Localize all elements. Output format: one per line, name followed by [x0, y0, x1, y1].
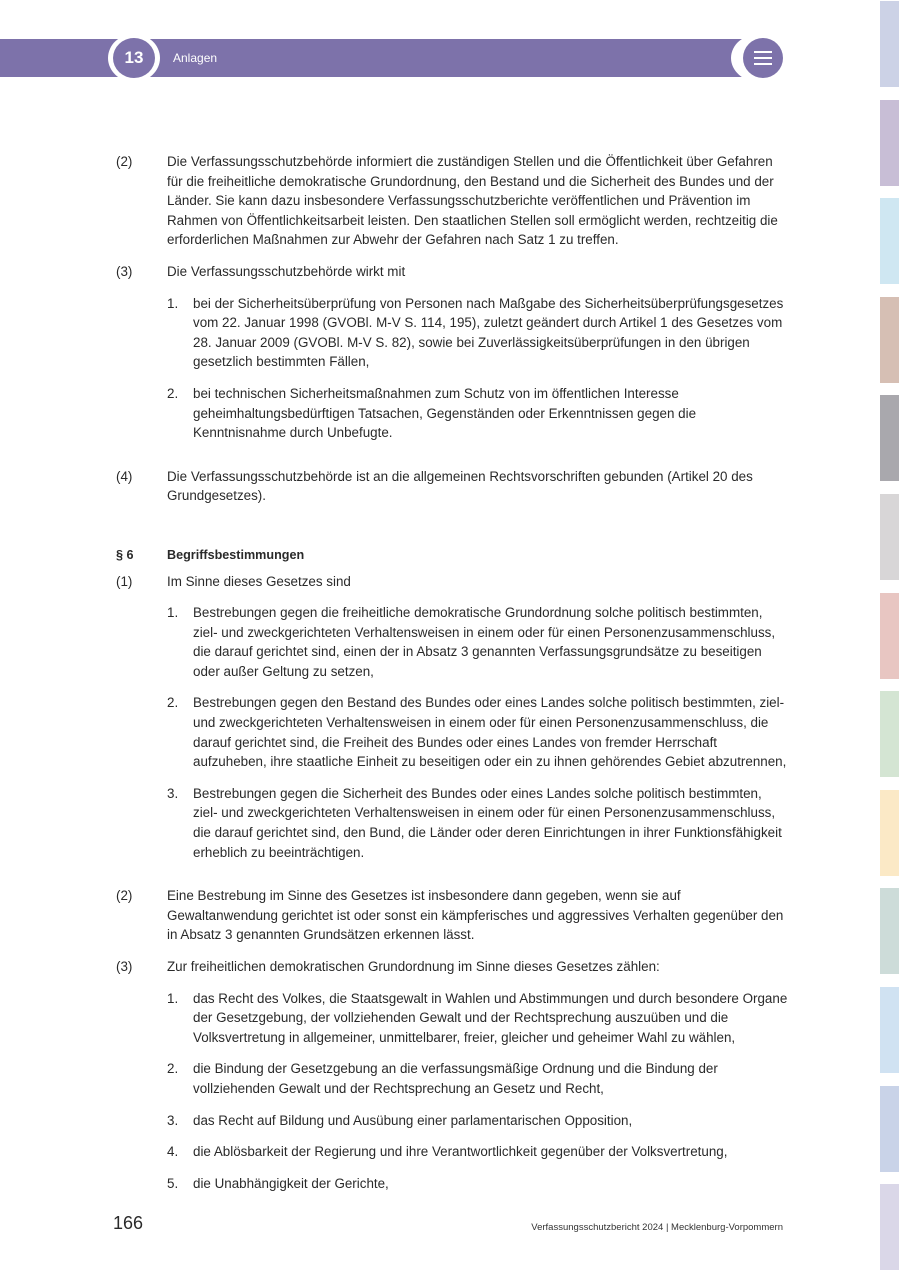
list-item [167, 384, 788, 443]
paragraph-number: (3) [116, 263, 133, 279]
list-item-number: 1. [167, 605, 179, 621]
list-item [167, 1111, 788, 1131]
paragraph-body [167, 152, 788, 250]
chapter-tab-4[interactable] [880, 297, 899, 383]
footer-publication: Verfassungsschutzbericht 2024 | Mecklenburg-Vorpommern [531, 1222, 783, 1233]
paragraph-text: Eine Bestrebung im Sinne des Gesetzes ist insbesondere dann gegeben, wenn sie auf Gewaltanwendung gerichtet ist oder sonst ein kämpferisches und aggressives Verhalten gegenüber den in Absatz 3 genannten Grundsätzen erkennen lässt. [167, 888, 784, 943]
menu-button[interactable] [743, 38, 783, 78]
list-item [167, 784, 788, 862]
list-item [167, 1142, 788, 1162]
list-item [167, 294, 788, 372]
list-item-number: 5. [167, 1175, 179, 1191]
chapter-tab-1[interactable] [880, 1, 899, 87]
paragraphs-section-6 [116, 572, 788, 1206]
section-heading [116, 546, 788, 566]
chapter-tab-10[interactable] [880, 888, 899, 974]
list-item-text: die Bindung der Gesetzgebung an die verfassungsmäßige Ordnung und die Bindung der vollziehenden Gewalt und der Rechtsprechung an Gesetz und Recht, [193, 1061, 718, 1096]
list-item-number: 3. [167, 785, 179, 801]
list-item-text: bei der Sicherheitsüberprüfung von Personen nach Maßgabe des Sicherheitsüberprüfungsgesetzes vom 22. Januar 1998 (GVOBl. M-V S. 114, 195), zuletzt geändert durch Artikel 1 des Gesetzes vom 28. Januar 2009 (GVOBl. M-V S. 82), sowie bei Zuverlässigkeitsüberprüfungen in den übrigen gesetzlich bestimmten Fällen, [193, 295, 784, 370]
paragraph-text: Zur freiheitlichen demokratischen Grundordnung im Sinne dieses Gesetzes zählen: [167, 959, 660, 974]
hamburger-menu-icon-line [754, 63, 772, 65]
list-item-text: das Recht auf Bildung und Ausübung einer parlamentarischen Opposition, [193, 1112, 633, 1128]
list-item-text: Bestrebungen gegen den Bestand des Bundes oder eines Landes solche politisch bestimmten, ziel- und zweckgerichteten Verhaltensweisen in einem oder für einen Personenzusammenschluss, die darauf gerichtet sind, die Freiheit des Bundes oder eines Landes von fremder Herrschaft aufzuheben, ihre staatliche Einheit zu beseitigen oder ein zu ihnen gehörendes Gebiet abzutrennen, [193, 695, 787, 770]
section-number: § 6 [116, 547, 134, 562]
paragraph-body [167, 262, 788, 455]
paragraph-text: Die Verfassungsschutzbehörde ist an die allgemeinen Rechtsvorschriften gebunden (Artikel 20 des Grundgesetzes). [167, 468, 753, 504]
paragraph-number: (1) [116, 573, 133, 589]
chapter-title: Anlagen [173, 51, 218, 65]
list-item-number: 4. [167, 1144, 179, 1160]
chapter-number: 13 [113, 38, 155, 78]
paragraph-number: (2) [116, 888, 133, 904]
hamburger-menu-icon-line [754, 57, 772, 59]
list-item-number: 2. [167, 385, 179, 401]
enumerated-list [167, 603, 788, 862]
enumerated-list [167, 294, 788, 443]
list-item [167, 1059, 788, 1098]
list-item-text: die Ablösbarkeit der Regierung und ihre Verantwortlichkeit gegenüber der Volksvertretung, [193, 1144, 728, 1160]
paragraph [116, 467, 788, 506]
list-item [167, 1174, 788, 1194]
paragraph [116, 886, 788, 945]
chapter-tab-6[interactable] [880, 494, 899, 580]
document-body [116, 152, 788, 1217]
list-item [167, 603, 788, 681]
list-item-text: Bestrebungen gegen die Sicherheit des Bundes oder eines Landes solche politisch bestimmten, ziel- und zweckgerichteten Verhaltensweisen in einem oder für einen Personenzusammenschluss, die darauf gerichtet sind, den Bund, die Länder oder deren Einrichtungen in ihrer Funktionsfähigkeit erheblich zu beeinträchtigen. [193, 785, 782, 860]
list-item-text: bei technischen Sicherheitsmaßnahmen zum Schutz von im öffentlichen Interesse geheimhaltungsbedürftigen Tatsachen, Gegenständen oder Erkenntnissen gegen die Kenntnisnahme durch Unbefugte. [193, 385, 697, 441]
chapter-tab-5[interactable] [880, 395, 899, 481]
chapter-side-tabs [880, 0, 900, 1272]
paragraph [116, 262, 788, 455]
paragraph [116, 572, 788, 875]
paragraph-number: (4) [116, 468, 133, 484]
list-item-number: 2. [167, 695, 179, 711]
chapter-tab-3[interactable] [880, 198, 899, 284]
list-item-number: 2. [167, 1061, 179, 1077]
enumerated-list [167, 989, 788, 1194]
paragraph-text: Im Sinne dieses Gesetzes sind [167, 573, 351, 589]
chapter-tab-11[interactable] [880, 987, 899, 1073]
paragraph-number: (2) [116, 154, 133, 169]
list-item-number: 3. [167, 1112, 179, 1128]
section-title: Begriffsbestimmungen [167, 547, 305, 562]
list-item-number: 1. [167, 295, 179, 311]
hamburger-menu-icon [754, 51, 772, 53]
list-item [167, 989, 788, 1048]
paragraph-body [167, 957, 788, 1205]
paragraphs-section-5 [116, 152, 788, 506]
paragraph-text: Die Verfassungsschutzbehörde wirkt mit [167, 263, 406, 279]
paragraph-number: (3) [116, 959, 133, 974]
chapter-tab-7[interactable] [880, 593, 899, 679]
chapter-tab-9[interactable] [880, 790, 899, 876]
paragraph-body [167, 886, 788, 945]
list-item [167, 693, 788, 771]
chapter-tab-2[interactable] [880, 100, 899, 186]
paragraph [116, 957, 788, 1205]
page-number: 166 [113, 1213, 144, 1233]
list-item-text: das Recht des Volkes, die Staatsgewalt in Wahlen und Abstimmungen und durch besondere Organe der Gesetzgebung, der vollziehenden Gewalt und der Rechtsprechung auszuüben und die Volksvertretung in allgemeiner, unmittelbarer, freier, gleicher und geheimer Wahl zu wählen, [193, 990, 788, 1045]
chapter-tab-12[interactable] [880, 1086, 899, 1172]
list-item-number: 1. [167, 990, 179, 1006]
list-item-text: Bestrebungen gegen die freiheitliche demokratische Grundordnung solche politisch bestimmten, ziel- und zweckgerichteten Verhaltensweisen in einem oder für einen Personenzusammenschluss, die darauf gerichtet sind, einen der in Absatz 3 genannten Verfassungsgrundsätze zu beseitigen oder außer Geltung zu setzen, [193, 605, 776, 679]
chapter-tab-8[interactable] [880, 691, 899, 777]
chapter-tab-13[interactable] [880, 1184, 899, 1270]
paragraph-body [167, 467, 788, 506]
paragraph [116, 152, 788, 250]
paragraph-text: Die Verfassungsschutzbehörde informiert die zuständigen Stellen und die Öffentlichkeit über Gefahren für die freiheitliche demokratische Grundordnung, den Bestand und die Sicherheit des Bundes und der Länder. Sie kann dazu insbesondere Verfassungsschutzberichte veröffentlichen und Prävention im Rahmen von Öffentlichkeitsarbeit leisten. Den staatlichen Stellen soll ermöglicht werden, rechtzeitig die erforderlichen Maßnahmen zur Abwehr der Gefahren nach Satz 1 zu treffen. [167, 154, 778, 248]
list-item-text: die Unabhängigkeit der Gerichte, [193, 1175, 389, 1191]
paragraph-body [167, 572, 788, 875]
